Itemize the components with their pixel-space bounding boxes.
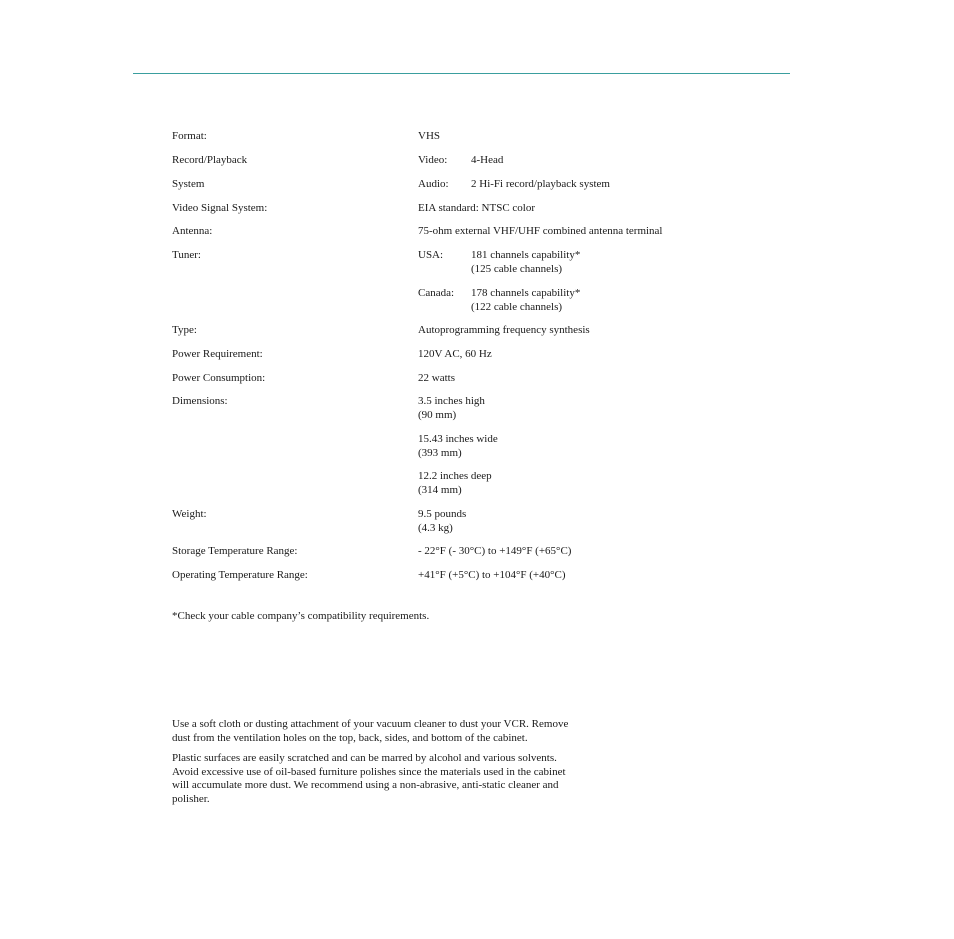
spec-value-line: (90 mm) (418, 408, 457, 421)
spec-value: 120V AC, 60 Hz (418, 348, 492, 360)
spec-value: 75-ohm external VHF/UHF combined antenna terminal (418, 225, 663, 237)
paragraph-line: polisher. (172, 792, 210, 805)
spec-value: 2 Hi-Fi record/playback system (471, 178, 610, 190)
footnote: *Check your cable company’s compatibility requirements. (172, 610, 430, 622)
spec-label: Dimensions: (172, 395, 228, 407)
spec-value-line: (393 mm) (418, 446, 462, 459)
spec-value-line: 9.5 pounds (418, 508, 467, 520)
spec-value-line: (122 cable channels) (471, 300, 563, 313)
spec-value-line: 15.43 inches wide (418, 433, 498, 445)
care-paragraph-1 (172, 718, 642, 745)
spec-value (418, 470, 492, 497)
spec-value-line: (125 cable channels) (471, 262, 563, 275)
spec-value-line: 12.2 inches deep (418, 470, 492, 482)
spec-label: Record/Playback (172, 154, 248, 166)
spec-value (418, 508, 466, 535)
spec-label: Power Requirement: (172, 348, 263, 360)
spec-value (418, 433, 498, 460)
spec-value-line: 178 channels capability* (471, 287, 581, 299)
spec-sub-label: Canada: (418, 287, 455, 299)
spec-value: 4-Head (471, 154, 504, 166)
spec-sub-label: Audio: (418, 178, 449, 190)
spec-sub-label: USA: (418, 249, 444, 261)
spec-value-line: 181 channels capability* (471, 249, 581, 261)
spec-label: Type: (172, 324, 197, 336)
paragraph-line: will accumulate more dust. We recommend using a non-abrasive, anti-static cleaner and (172, 779, 559, 791)
spec-label: Tuner: (172, 249, 201, 261)
spec-value-line: 3.5 inches high (418, 395, 485, 407)
spec-label: Operating Temperature Range: (172, 569, 308, 581)
spec-value: VHS (418, 130, 441, 142)
spec-value: - 22°F (- 30°C) to +149°F (+65°C) (418, 545, 572, 557)
spec-value: EIA standard: NTSC color (418, 202, 536, 214)
spec-label: Weight: (172, 508, 207, 520)
spec-sub-label: Video: (418, 154, 448, 166)
spec-value: 22 watts (418, 372, 455, 384)
spec-value: Autoprogramming frequency synthesis (418, 324, 590, 336)
spec-value (418, 395, 485, 422)
spec-value (471, 287, 580, 314)
spec-label: Antenna: (172, 225, 213, 237)
paragraph-line: Use a soft cloth or dusting attachment of your vacuum cleaner to dust your VCR. Remove (172, 718, 569, 730)
paragraph-line: Avoid excessive use of oil-based furniture polishes since the materials used in the cabinet (172, 765, 566, 778)
spec-label: Power Consumption: (172, 372, 266, 384)
spec-value: +41°F (+5°C) to +104°F (+40°C) (418, 569, 566, 581)
spec-value-line: (4.3 kg) (418, 521, 453, 534)
paragraph-line: dust from the ventilation holes on the top, back, sides, and bottom of the cabinet. (172, 731, 528, 744)
spec-value (471, 249, 580, 276)
spec-value-line: (314 mm) (418, 483, 462, 496)
spec-label: Format: (172, 130, 207, 142)
spec-label: System (172, 178, 205, 190)
spec-label: Video Signal System: (172, 202, 268, 214)
header-rule (133, 73, 790, 74)
care-paragraph-2 (172, 752, 642, 806)
paragraph-line: Plastic surfaces are easily scratched and can be marred by alcohol and various solvents. (172, 752, 557, 764)
spec-label: Storage Temperature Range: (172, 545, 298, 557)
